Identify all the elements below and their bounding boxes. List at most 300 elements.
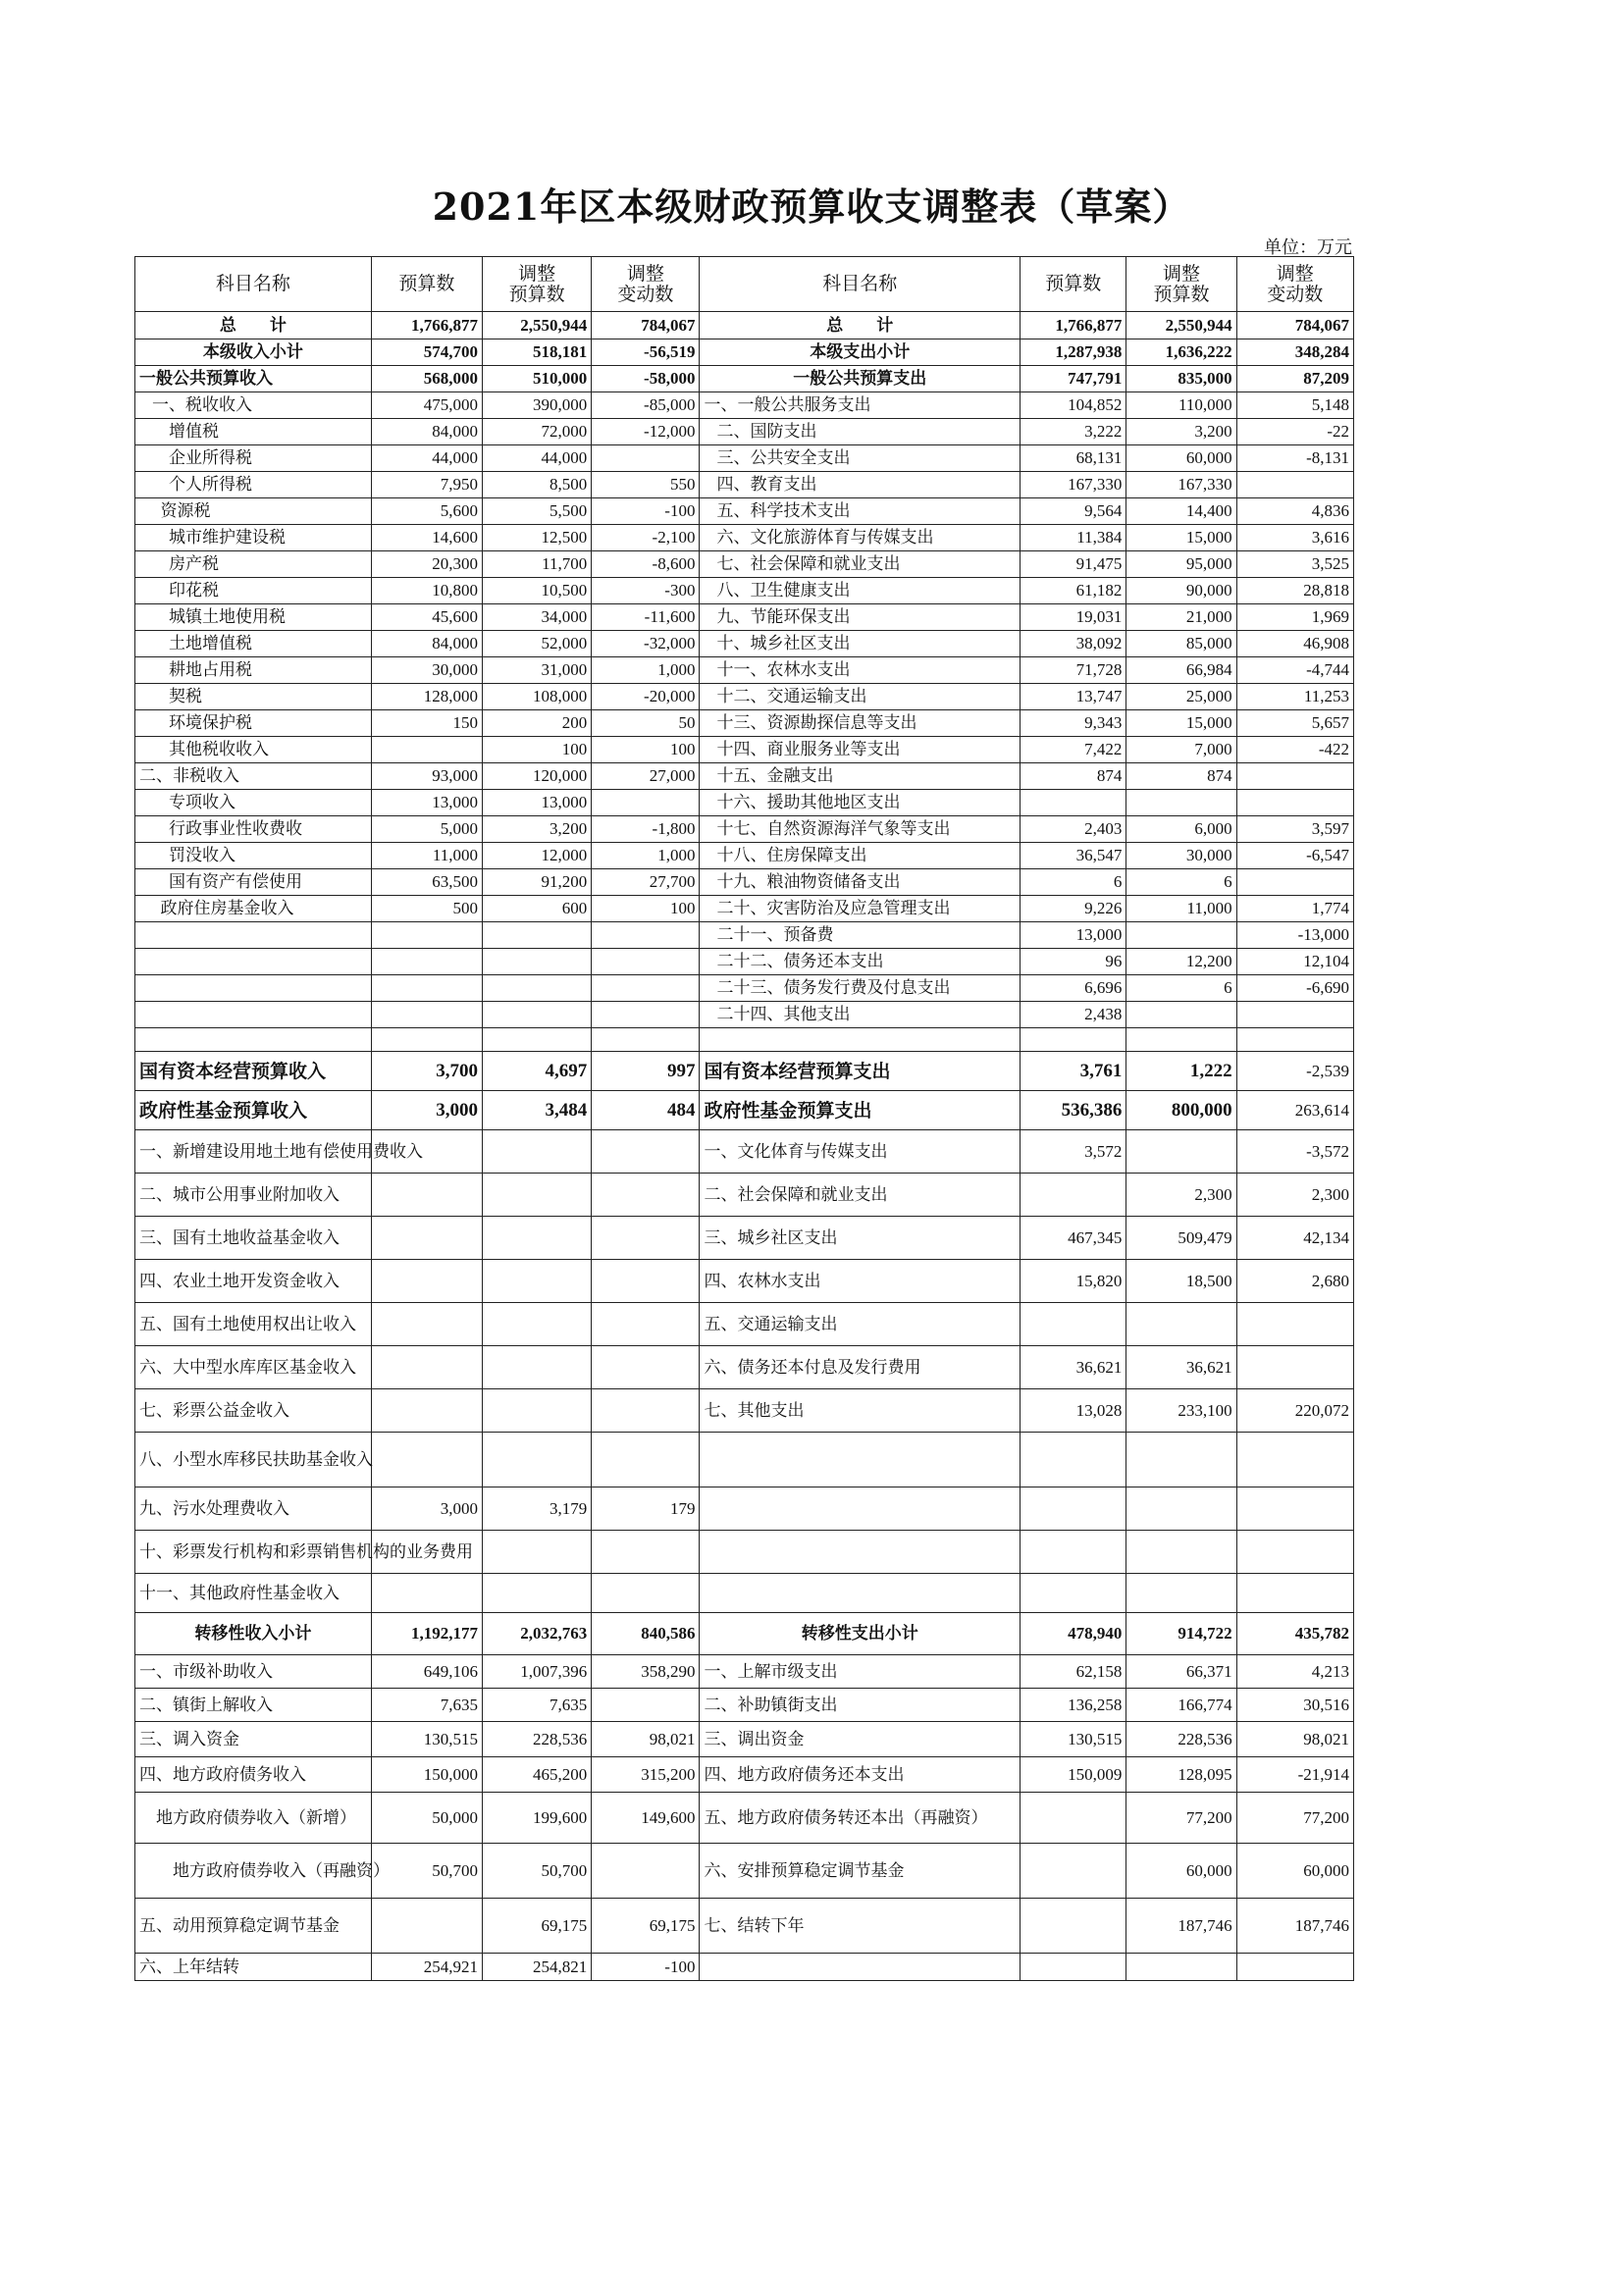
income-adjusted-cell: 72,000 (482, 419, 591, 445)
income-budget-cell (371, 1346, 482, 1389)
income-item-cell: 三、调入资金 (135, 1722, 372, 1757)
income-budget-cell: 84,000 (371, 419, 482, 445)
expense-budget-cell (1021, 1028, 1126, 1052)
expense-item-cell: 政府性基金预算支出 (700, 1091, 1021, 1130)
income-adjusted-cell (482, 1303, 591, 1346)
expense-budget-cell (1021, 1303, 1126, 1346)
income-budget-cell: 7,635 (371, 1689, 482, 1722)
expense-budget-cell (1021, 1954, 1126, 1981)
income-change-cell: 484 (592, 1091, 700, 1130)
income-change-cell: -32,000 (592, 631, 700, 657)
expense-budget-cell: 7,422 (1021, 737, 1126, 763)
income-item-cell (135, 1002, 372, 1028)
expense-adjusted-cell: 800,000 (1126, 1091, 1236, 1130)
expense-change-cell: -21,914 (1236, 1757, 1353, 1793)
income-item-cell: 城市维护建设税 (135, 525, 372, 551)
income-change-cell (592, 1174, 700, 1217)
expense-item-cell: 五、科学技术支出 (700, 498, 1021, 525)
income-item-cell: 五、国有土地使用权出让收入 (135, 1303, 372, 1346)
expense-adjusted-cell (1126, 1303, 1236, 1346)
expense-change-cell: 42,134 (1236, 1217, 1353, 1260)
table-row (135, 1613, 1354, 1655)
expense-adjusted-cell: 835,000 (1126, 366, 1236, 392)
expense-item-cell: 一、一般公共服务支出 (700, 392, 1021, 419)
income-change-cell (592, 1689, 700, 1722)
income-item-cell (135, 1028, 372, 1052)
expense-change-cell: 4,213 (1236, 1655, 1353, 1689)
expense-item-cell: 五、交通运输支出 (700, 1303, 1021, 1346)
expense-item-cell: 二十、灾害防治及应急管理支出 (700, 896, 1021, 922)
expense-change-cell (1236, 1954, 1353, 1981)
table-row (135, 790, 1354, 816)
expense-change-cell (1236, 763, 1353, 790)
income-budget-cell: 44,000 (371, 445, 482, 472)
income-budget-cell: 3,700 (371, 1052, 482, 1091)
table-row (135, 1757, 1354, 1793)
income-change-cell: 69,175 (592, 1899, 700, 1954)
income-item-cell: 政府住房基金收入 (135, 896, 372, 922)
expense-budget-cell: 6,696 (1021, 975, 1126, 1002)
expense-item-cell: 六、债务还本付息及发行费用 (700, 1346, 1021, 1389)
expense-budget-cell: 71,728 (1021, 657, 1126, 684)
expense-budget-cell: 15,820 (1021, 1260, 1126, 1303)
expense-budget-cell: 2,403 (1021, 816, 1126, 843)
expense-item-cell: 一般公共预算支出 (700, 366, 1021, 392)
income-budget-cell: 84,000 (371, 631, 482, 657)
expense-budget-cell: 3,572 (1021, 1130, 1126, 1174)
expense-adjusted-cell: 18,500 (1126, 1260, 1236, 1303)
income-adjusted-cell: 12,500 (482, 525, 591, 551)
expense-item-cell: 二十一、预备费 (700, 922, 1021, 949)
expense-item-cell: 十一、农林水支出 (700, 657, 1021, 684)
expense-adjusted-cell: 1,222 (1126, 1052, 1236, 1091)
income-budget-cell: 63,500 (371, 869, 482, 896)
expense-change-cell: 4,836 (1236, 498, 1353, 525)
expense-budget-cell: 6 (1021, 869, 1126, 896)
expense-change-cell: 28,818 (1236, 578, 1353, 604)
income-adjusted-cell: 254,821 (482, 1954, 591, 1981)
table-row (135, 1433, 1354, 1487)
expense-adjusted-cell: 874 (1126, 763, 1236, 790)
expense-item-cell: 十、城乡社区支出 (700, 631, 1021, 657)
column-header: 调整 变动数 (592, 257, 700, 312)
expense-budget-cell: 2,438 (1021, 1002, 1126, 1028)
income-item-cell: 土地增值税 (135, 631, 372, 657)
expense-change-cell: -22 (1236, 419, 1353, 445)
income-change-cell (592, 1217, 700, 1260)
income-change-cell: 50 (592, 710, 700, 737)
income-item-cell: 国有资产有偿使用 (135, 869, 372, 896)
income-budget-cell (371, 1028, 482, 1052)
table-row (135, 1303, 1354, 1346)
expense-item-cell: 国有资本经营预算支出 (700, 1052, 1021, 1091)
income-adjusted-cell: 465,200 (482, 1757, 591, 1793)
expense-item-cell: 三、城乡社区支出 (700, 1217, 1021, 1260)
expense-item-cell: 三、调出资金 (700, 1722, 1021, 1757)
table-row (135, 1574, 1354, 1613)
income-budget-cell: 30,000 (371, 657, 482, 684)
expense-item-cell (700, 1531, 1021, 1574)
income-item-cell: 五、动用预算稳定调节基金 (135, 1899, 372, 1954)
income-adjusted-cell: 5,500 (482, 498, 591, 525)
expense-item-cell: 十九、粮油物资储备支出 (700, 869, 1021, 896)
expense-budget-cell: 130,515 (1021, 1722, 1126, 1757)
table-row (135, 1217, 1354, 1260)
income-budget-cell: 128,000 (371, 684, 482, 710)
expense-adjusted-cell: 60,000 (1126, 1844, 1236, 1899)
expense-budget-cell: 62,158 (1021, 1655, 1126, 1689)
table-row (135, 498, 1354, 525)
expense-change-cell: -8,131 (1236, 445, 1353, 472)
expense-budget-cell (1021, 1574, 1126, 1613)
income-change-cell: -85,000 (592, 392, 700, 419)
income-change-cell: 27,000 (592, 763, 700, 790)
income-item-cell: 总 计 (135, 312, 372, 339)
expense-change-cell: 12,104 (1236, 949, 1353, 975)
expense-adjusted-cell: 15,000 (1126, 710, 1236, 737)
expense-budget-cell: 36,621 (1021, 1346, 1126, 1389)
income-adjusted-cell (482, 922, 591, 949)
expense-item-cell: 九、节能环保支出 (700, 604, 1021, 631)
income-change-cell: 358,290 (592, 1655, 700, 1689)
income-change-cell: 1,000 (592, 843, 700, 869)
income-adjusted-cell: 199,600 (482, 1793, 591, 1844)
expense-budget-cell: 19,031 (1021, 604, 1126, 631)
income-adjusted-cell: 2,550,944 (482, 312, 591, 339)
column-header: 调整 预算数 (482, 257, 591, 312)
expense-change-cell: 5,148 (1236, 392, 1353, 419)
expense-adjusted-cell (1126, 1954, 1236, 1981)
expense-budget-cell: 747,791 (1021, 366, 1126, 392)
income-budget-cell: 3,000 (371, 1091, 482, 1130)
expense-item-cell: 十三、资源勘探信息等支出 (700, 710, 1021, 737)
income-item-cell: 增值税 (135, 419, 372, 445)
income-budget-cell: 1,192,177 (371, 1613, 482, 1655)
income-budget-cell: 11,000 (371, 843, 482, 869)
expense-budget-cell: 478,940 (1021, 1613, 1126, 1655)
income-adjusted-cell: 69,175 (482, 1899, 591, 1954)
expense-change-cell (1236, 790, 1353, 816)
expense-budget-cell: 536,386 (1021, 1091, 1126, 1130)
expense-change-cell: 60,000 (1236, 1844, 1353, 1899)
expense-budget-cell: 136,258 (1021, 1689, 1126, 1722)
expense-change-cell: 3,525 (1236, 551, 1353, 578)
income-item-cell: 二、非税收入 (135, 763, 372, 790)
expense-adjusted-cell: 95,000 (1126, 551, 1236, 578)
table-row (135, 392, 1354, 419)
income-adjusted-cell (482, 1346, 591, 1389)
table-row (135, 869, 1354, 896)
expense-change-cell: 3,616 (1236, 525, 1353, 551)
income-change-cell (592, 1028, 700, 1052)
income-item-cell: 转移性收入小计 (135, 1613, 372, 1655)
expense-change-cell: 1,969 (1236, 604, 1353, 631)
expense-budget-cell (1021, 790, 1126, 816)
table-row (135, 1130, 1354, 1174)
expense-adjusted-cell: 66,984 (1126, 657, 1236, 684)
expense-item-cell: 一、文化体育与传媒支出 (700, 1130, 1021, 1174)
expense-item-cell: 七、其他支出 (700, 1389, 1021, 1433)
expense-change-cell: 263,614 (1236, 1091, 1353, 1130)
expense-change-cell (1236, 1002, 1353, 1028)
table-row (135, 1689, 1354, 1722)
table-row (135, 816, 1354, 843)
income-item-cell: 一、税收收入 (135, 392, 372, 419)
expense-change-cell: -13,000 (1236, 922, 1353, 949)
table-row (135, 1954, 1354, 1981)
expense-item-cell: 十四、商业服务业等支出 (700, 737, 1021, 763)
income-item-cell: 四、农业土地开发资金收入 (135, 1260, 372, 1303)
income-budget-cell (371, 1389, 482, 1433)
expense-budget-cell: 9,226 (1021, 896, 1126, 922)
expense-adjusted-cell: 3,200 (1126, 419, 1236, 445)
expense-change-cell: 5,657 (1236, 710, 1353, 737)
income-item-cell (135, 949, 372, 975)
income-budget-cell: 20,300 (371, 551, 482, 578)
table-row (135, 684, 1354, 710)
income-change-cell (592, 790, 700, 816)
expense-budget-cell (1021, 1793, 1126, 1844)
income-change-cell (592, 1433, 700, 1487)
expense-adjusted-cell (1126, 1130, 1236, 1174)
income-item-cell: 城镇土地使用税 (135, 604, 372, 631)
income-adjusted-cell: 518,181 (482, 339, 591, 366)
income-change-cell (592, 1389, 700, 1433)
income-adjusted-cell: 50,700 (482, 1844, 591, 1899)
column-header: 预算数 (1021, 257, 1126, 312)
income-budget-cell: 475,000 (371, 392, 482, 419)
income-adjusted-cell: 31,000 (482, 657, 591, 684)
expense-adjusted-cell: 1,636,222 (1126, 339, 1236, 366)
expense-change-cell: 3,597 (1236, 816, 1353, 843)
expense-item-cell: 六、安排预算稳定调节基金 (700, 1844, 1021, 1899)
expense-adjusted-cell: 110,000 (1126, 392, 1236, 419)
table-row (135, 1052, 1354, 1091)
expense-adjusted-cell (1126, 1531, 1236, 1574)
income-adjusted-cell: 7,635 (482, 1689, 591, 1722)
expense-change-cell: 784,067 (1236, 312, 1353, 339)
table-row (135, 1531, 1354, 1574)
income-adjusted-cell (482, 949, 591, 975)
income-adjusted-cell (482, 1389, 591, 1433)
income-change-cell: -300 (592, 578, 700, 604)
expense-item-cell: 四、教育支出 (700, 472, 1021, 498)
expense-adjusted-cell (1126, 1433, 1236, 1487)
income-budget-cell (371, 737, 482, 763)
table-row (135, 1487, 1354, 1531)
expense-adjusted-cell: 25,000 (1126, 684, 1236, 710)
income-adjusted-cell: 200 (482, 710, 591, 737)
table-row (135, 1389, 1354, 1433)
income-budget-cell (371, 1174, 482, 1217)
table-row (135, 312, 1354, 339)
income-item-cell: 环境保护税 (135, 710, 372, 737)
expense-budget-cell (1021, 1174, 1126, 1217)
expense-change-cell: 46,908 (1236, 631, 1353, 657)
income-item-cell: 六、大中型水库库区基金收入 (135, 1346, 372, 1389)
income-adjusted-cell (482, 1433, 591, 1487)
expense-adjusted-cell: 228,536 (1126, 1722, 1236, 1757)
expense-budget-cell: 104,852 (1021, 392, 1126, 419)
table-row (135, 1028, 1354, 1052)
income-item-cell: 企业所得税 (135, 445, 372, 472)
income-change-cell (592, 975, 700, 1002)
expense-budget-cell: 96 (1021, 949, 1126, 975)
income-budget-cell (371, 1574, 482, 1613)
table-row (135, 419, 1354, 445)
expense-change-cell: 187,746 (1236, 1899, 1353, 1954)
income-change-cell: 315,200 (592, 1757, 700, 1793)
expense-adjusted-cell: 11,000 (1126, 896, 1236, 922)
table-row (135, 1899, 1354, 1954)
table-row (135, 339, 1354, 366)
income-change-cell: -11,600 (592, 604, 700, 631)
expense-adjusted-cell: 21,000 (1126, 604, 1236, 631)
income-budget-cell: 7,950 (371, 472, 482, 498)
income-adjusted-cell (482, 1574, 591, 1613)
expense-adjusted-cell: 14,400 (1126, 498, 1236, 525)
income-adjusted-cell: 44,000 (482, 445, 591, 472)
income-budget-cell: 50,000 (371, 1793, 482, 1844)
table-row (135, 604, 1354, 631)
income-item-cell: 资源税 (135, 498, 372, 525)
budget-adjustment-table (134, 256, 1354, 1981)
expense-budget-cell: 3,222 (1021, 419, 1126, 445)
income-change-cell: 149,600 (592, 1793, 700, 1844)
income-adjusted-cell (482, 1260, 591, 1303)
expense-budget-cell (1021, 1899, 1126, 1954)
expense-budget-cell: 150,009 (1021, 1757, 1126, 1793)
income-adjusted-cell: 390,000 (482, 392, 591, 419)
expense-item-cell: 十八、住房保障支出 (700, 843, 1021, 869)
table-row (135, 763, 1354, 790)
expense-change-cell (1236, 1303, 1353, 1346)
table-row (135, 949, 1354, 975)
expense-change-cell (1236, 1531, 1353, 1574)
income-item-cell: 本级收入小计 (135, 339, 372, 366)
income-budget-cell: 5,000 (371, 816, 482, 843)
expense-budget-cell: 3,761 (1021, 1052, 1126, 1091)
income-item-cell: 八、小型水库移民扶助基金收入 (135, 1433, 372, 1487)
table-row (135, 737, 1354, 763)
expense-budget-cell: 36,547 (1021, 843, 1126, 869)
income-adjusted-cell: 11,700 (482, 551, 591, 578)
expense-budget-cell: 11,384 (1021, 525, 1126, 551)
income-item-cell: 七、彩票公益金收入 (135, 1389, 372, 1433)
table-row (135, 631, 1354, 657)
income-change-cell (592, 1531, 700, 1574)
expense-budget-cell: 1,766,877 (1021, 312, 1126, 339)
expense-change-cell: 220,072 (1236, 1389, 1353, 1433)
expense-budget-cell: 167,330 (1021, 472, 1126, 498)
expense-adjusted-cell: 30,000 (1126, 843, 1236, 869)
income-change-cell: 27,700 (592, 869, 700, 896)
income-change-cell: 1,000 (592, 657, 700, 684)
column-header: 科目名称 (135, 257, 372, 312)
table-row (135, 445, 1354, 472)
income-adjusted-cell: 3,200 (482, 816, 591, 843)
income-budget-cell: 150,000 (371, 1757, 482, 1793)
expense-budget-cell: 874 (1021, 763, 1126, 790)
income-budget-cell: 14,600 (371, 525, 482, 551)
income-budget-cell: 3,000 (371, 1487, 482, 1531)
income-budget-cell: 500 (371, 896, 482, 922)
income-adjusted-cell: 108,000 (482, 684, 591, 710)
income-change-cell (592, 1346, 700, 1389)
income-item-cell: 地方政府债券收入（再融资） (135, 1844, 372, 1899)
income-adjusted-cell (482, 1531, 591, 1574)
expense-change-cell: -4,744 (1236, 657, 1353, 684)
expense-item-cell: 总 计 (700, 312, 1021, 339)
expense-item-cell (700, 1574, 1021, 1613)
income-adjusted-cell: 600 (482, 896, 591, 922)
income-item-cell: 房产税 (135, 551, 372, 578)
income-change-cell (592, 1002, 700, 1028)
table-row (135, 1091, 1354, 1130)
expense-budget-cell: 38,092 (1021, 631, 1126, 657)
expense-budget-cell: 9,343 (1021, 710, 1126, 737)
expense-budget-cell: 91,475 (1021, 551, 1126, 578)
income-change-cell: 840,586 (592, 1613, 700, 1655)
table-row (135, 472, 1354, 498)
expense-item-cell: 一、上解市级支出 (700, 1655, 1021, 1689)
income-change-cell (592, 445, 700, 472)
expense-adjusted-cell: 85,000 (1126, 631, 1236, 657)
expense-item-cell: 七、结转下年 (700, 1899, 1021, 1954)
expense-item-cell: 二、社会保障和就业支出 (700, 1174, 1021, 1217)
expense-item-cell: 十二、交通运输支出 (700, 684, 1021, 710)
table-row (135, 975, 1354, 1002)
income-item-cell: 耕地占用税 (135, 657, 372, 684)
expense-item-cell: 三、公共安全支出 (700, 445, 1021, 472)
expense-item-cell: 二、补助镇街支出 (700, 1689, 1021, 1722)
expense-change-cell: 348,284 (1236, 339, 1353, 366)
income-adjusted-cell (482, 1002, 591, 1028)
table-row (135, 1260, 1354, 1303)
income-item-cell: 印花税 (135, 578, 372, 604)
income-budget-cell: 5,600 (371, 498, 482, 525)
expense-budget-cell: 61,182 (1021, 578, 1126, 604)
income-budget-cell (371, 1303, 482, 1346)
income-item-cell: 四、地方政府债务收入 (135, 1757, 372, 1793)
expense-adjusted-cell (1126, 1574, 1236, 1613)
expense-change-cell (1236, 1574, 1353, 1613)
expense-change-cell: 98,021 (1236, 1722, 1353, 1757)
table-row (135, 366, 1354, 392)
expense-item-cell: 四、农林水支出 (700, 1260, 1021, 1303)
income-item-cell: 一、新增建设用地土地有偿使用费收入 (135, 1130, 372, 1174)
income-item-cell: 专项收入 (135, 790, 372, 816)
income-budget-cell: 10,800 (371, 578, 482, 604)
expense-adjusted-cell: 77,200 (1126, 1793, 1236, 1844)
income-item-cell: 十一、其他政府性基金收入 (135, 1574, 372, 1613)
income-budget-cell (371, 949, 482, 975)
income-change-cell (592, 922, 700, 949)
unit-label: 单位：万元 (1264, 237, 1352, 258)
income-item-cell: 二、镇街上解收入 (135, 1689, 372, 1722)
expense-adjusted-cell: 187,746 (1126, 1899, 1236, 1954)
income-change-cell (592, 1844, 700, 1899)
table-row (135, 1002, 1354, 1028)
expense-adjusted-cell: 2,550,944 (1126, 312, 1236, 339)
expense-adjusted-cell (1126, 1002, 1236, 1028)
expense-adjusted-cell: 6,000 (1126, 816, 1236, 843)
expense-item-cell: 十五、金融支出 (700, 763, 1021, 790)
expense-change-cell: 2,300 (1236, 1174, 1353, 1217)
expense-item-cell: 二十二、债务还本支出 (700, 949, 1021, 975)
income-budget-cell: 93,000 (371, 763, 482, 790)
income-adjusted-cell: 228,536 (482, 1722, 591, 1757)
